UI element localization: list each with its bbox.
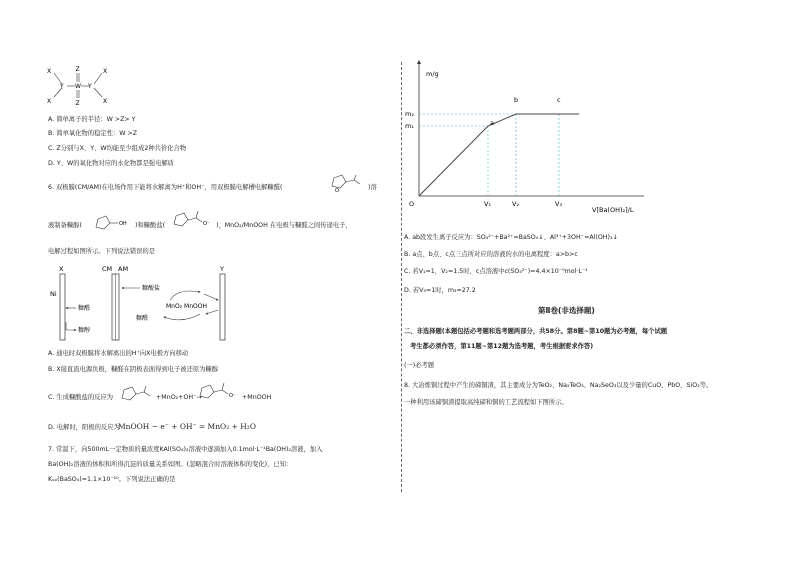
furoate-structure [170,208,216,232]
atom-x-bl: X [47,98,52,105]
origin-label: O [409,200,415,208]
q7-line2: Ba(OH)₂溶液的体积和所得沉淀的质量关系如图。(忽略混合时溶液体积的变化)，已知： [48,461,293,468]
structure-formula [40,64,120,108]
q7-line1: 7. 常温下，向500mL一定物质的量浓度KAl(SO₄)₂溶液中逐滴加入0.1mol·L⁻¹Ba(OH)₂溶液，加入 [48,446,323,453]
furfural-structure-c [118,382,158,404]
q5-option-b: B. 简单氧化物的稳定性：W >Z [48,130,138,137]
point-label-b: b [514,96,519,104]
y-axis-label: m/g [426,70,439,78]
q5-option-a: A. 简单离子的半径：W >Z> Y [48,116,136,123]
furoate-label: 糠酸盐 [142,285,161,292]
q5-option-d: D. Y、W的氧化物对应的水化物都是强电解质 [48,160,174,167]
q6-option-b: B. X接直流电源负极，糠醛在阴极表面得到电子被还原为糠醇 [48,366,219,373]
svg-text:OH: OH [119,221,127,227]
atom-x-tl: X [47,68,52,75]
q8-line1: 8. 大冶炼铜过程中产生的碲铜渣，其主要成分为TeO₂、Na₂TeO₃、Na₂SeO₃以及少量的CuO、PbO、SiO₂等。 [404,382,713,389]
furfural-left-label: 糠醛 [78,305,91,312]
q6-line2-mid: )和糠酸盐( [135,222,166,229]
point-label-a: a [490,119,494,127]
atom-x-br: X [103,98,108,105]
x-electrode-label: X [59,265,64,273]
part2-title: 第Ⅱ卷(非选择题) [538,306,595,315]
furfuryl-alcohol-label: 糠醇 [78,327,91,334]
x-electrode [60,274,65,340]
q6-line2-start: 液制备糠醇( [48,222,82,229]
part2-heading-line2: 考生都必须作答，第11题~第12题为选考题，考生根据要求作答) [410,343,594,350]
redox-couple-label: MnO₂ MnOOH [166,303,207,310]
q7-option-b: B. a点、b点、c点三点所对应的溶液的水的电离程度：a>b>c [404,251,578,258]
part2-heading-line1: 二、非选择题(本题包括必考题和选考题两部分，共58分。第8题~第10题为必考题，每个试题 [404,328,668,335]
y-tick-label: m₁ [405,122,414,130]
q7-option-d: D. 若V₃=1时，m₂=27.2 [404,287,476,294]
am-label: AM [118,265,129,273]
y-tick-label: m₂ [405,110,414,118]
q8-line2: 一种利用该碲铜渣提取高纯碲和铜的工艺流程如下图所示。 [404,399,568,406]
y-electrode-label: Y [220,265,224,273]
x-axis-label: V[Ba(OH)₂]/L [592,206,634,214]
required-section-label: (一)必考题 [404,362,435,369]
q5-option-c: C. Z分别与X、Y、W均能至少组成2种共价化合物 [48,145,187,152]
x-tick-label: V₂ [512,200,520,208]
q6-option-a: A. 通电时双极膜将水解离出的H⁺向X电极方向移动 [48,350,189,357]
column-divider [401,62,402,492]
x-tick-label: V₃ [555,200,563,208]
svg-text:O⁻: O⁻ [203,221,210,227]
q6-option-d-equation: MnOOH − e⁻ + OH⁻ = MnO₂ + H₂O [118,422,256,431]
atom-w-center: W [75,83,81,90]
furoate-structure-c [196,380,242,404]
furfural-structure [326,172,366,194]
mass-curve [419,114,579,196]
q7-option-a: A. ab段发生离子反应为：SO₄²⁻+Ba²⁺=BaSO₄↓、Al³⁺+3OH⁻=Al(OH)₃↓ [404,234,618,241]
atom-x-tr: X [103,68,108,75]
svg-text:O⁻: O⁻ [229,393,236,399]
q6-line1: 6. 双极膜(CM/AM)在电场作用下能将水解离为H⁺和OH⁻，用双极膜电解槽电解糠醛( [48,184,283,191]
q7-option-c: C. 若V₁=1，V₂=1.5时，c点溶液中c(SO₄²⁻)=4.4×10⁻⁹mol·L⁻¹ [404,268,588,275]
q6-option-c-end: +MnOOH [242,394,272,401]
q6-line3: 电解过程如图所示。下列说法错误的是 [48,248,156,255]
atom-z-bottom: Z [75,100,80,107]
cm-label: CM [102,265,113,273]
atom-z-top: Z [75,66,80,73]
ni-label: Ni [50,290,57,298]
q7-line3: Kₛₚ(BaSO₄)=1.1×10⁻¹⁰。下列说法正确的是 [48,476,176,483]
q6-line1-end: )溶 [368,184,377,191]
furfural-right-label: 糠醛 [136,315,149,322]
q6-option-d-start: D. 电解时，阳极的反应为 [48,424,120,431]
point-label-c: c [557,96,561,104]
q6-option-c-start: C. 生成糠酸盐的反应为 [48,394,114,401]
atom-y-right: Y [88,83,92,90]
x-tick-label: V₁ [484,200,492,208]
furfuryl-alcohol-structure [92,212,134,232]
q6-option-c-mid: +MnO₂+OH⁻→ [156,394,202,401]
precipitate-mass-chart [404,56,664,218]
svg-text:O: O [335,188,339,194]
q6-line2-end: )，MnO₂/MnOOH 在电极与糠醛之间传递电子， [216,222,352,229]
y-electrode [220,274,225,340]
electrolysis-diagram [48,262,248,344]
atom-y-left: Y [60,83,64,90]
